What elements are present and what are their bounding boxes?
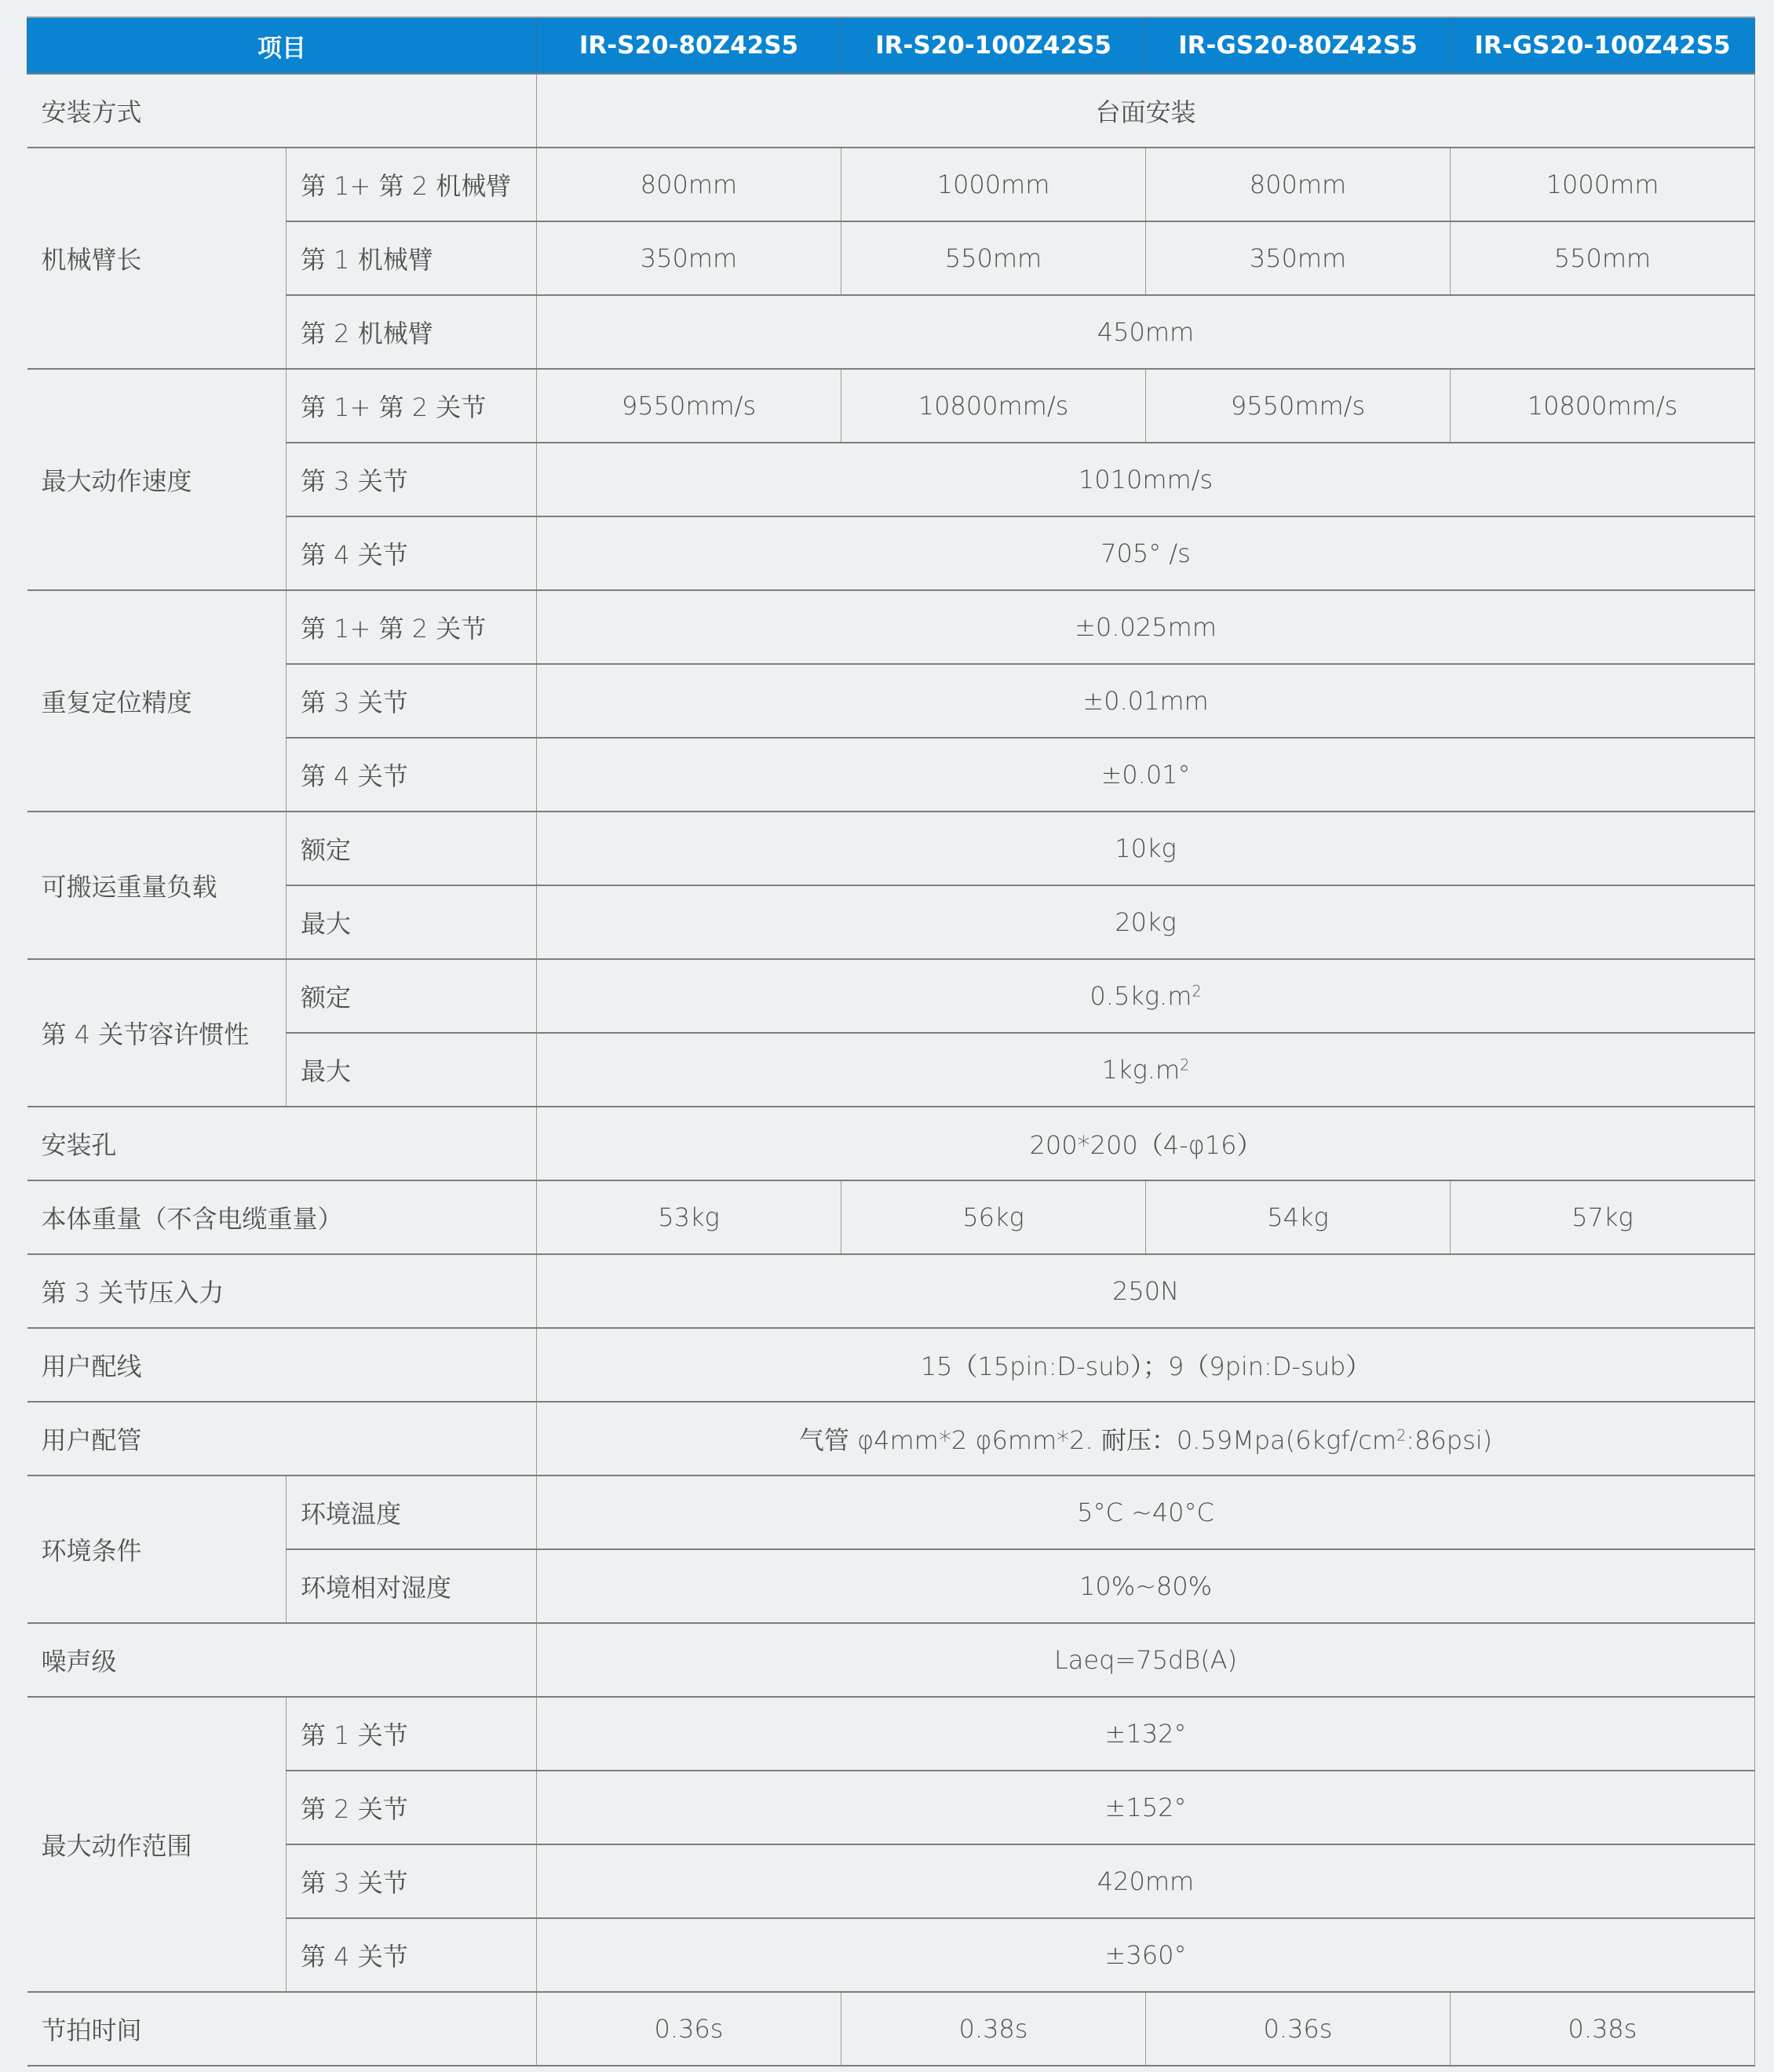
- row-sub-label: 最大: [287, 1033, 537, 1107]
- cell-value: 57kg: [1451, 1180, 1755, 1254]
- row-sub-label: 最大: [287, 885, 537, 959]
- cell-value: 1000mm: [841, 148, 1146, 221]
- cell-value: ±132°: [537, 1697, 1755, 1771]
- cell-value: 10kg: [537, 812, 1755, 885]
- cell-value: Laeq=75dB(A): [537, 1623, 1755, 1697]
- row-sub-label: 第 1+ 第 2 关节: [287, 590, 537, 664]
- row-sub-label: 第 1+ 第 2 关节: [287, 369, 537, 443]
- cell-value: 800mm: [537, 148, 841, 221]
- table-row: [27, 1918, 1755, 1992]
- row-group-label: 机械臂长: [27, 148, 287, 369]
- table-row: [27, 1180, 1755, 1254]
- cell-value: 0.38s: [841, 1992, 1146, 2066]
- table-row: [27, 1107, 1755, 1180]
- header-model-4: IR-GS20-100Z42S5: [1451, 17, 1755, 74]
- table-row: [27, 1623, 1755, 1697]
- table-row: [27, 148, 1755, 221]
- cell-value: [537, 1033, 1755, 1107]
- cell-value: ±360°: [537, 1918, 1755, 1992]
- cell-value: 1010mm/s: [537, 443, 1755, 516]
- cell-value: [537, 1402, 1755, 1476]
- cell-value: 10800mm/s: [841, 369, 1146, 443]
- cell-value: 200*200（4-φ16）: [537, 1107, 1755, 1180]
- cell-value: 250N: [537, 1254, 1755, 1328]
- table-row: [27, 1328, 1755, 1402]
- row-group-label: 第 4 关节容许惯性: [27, 959, 287, 1107]
- cell-value: 350mm: [537, 221, 841, 295]
- table-header-row: [27, 17, 1755, 74]
- cell-value: [537, 959, 1755, 1033]
- cell-value: 53kg: [537, 1180, 841, 1254]
- cell-value: 450mm: [537, 295, 1755, 369]
- cell-value: ±0.01°: [537, 738, 1755, 812]
- cell-value: 5°C ~40°C: [537, 1476, 1755, 1549]
- row-sub-label: 第 2 关节: [287, 1771, 537, 1844]
- cell-value: 10800mm/s: [1451, 369, 1755, 443]
- value-superscript: 2: [1192, 982, 1202, 1001]
- table-row: [27, 74, 1755, 148]
- row-label: 用户配线: [27, 1328, 537, 1402]
- row-label: 噪声级: [27, 1623, 537, 1697]
- table-row: [27, 590, 1755, 664]
- table-row: [27, 738, 1755, 812]
- value-text: :86psi): [1406, 1425, 1493, 1455]
- cell-value: 台面安装: [537, 74, 1755, 148]
- cell-value: 9550mm/s: [1146, 369, 1451, 443]
- cell-value: 54kg: [1146, 1180, 1451, 1254]
- cell-value: 15（15pin:D-sub）；9（9pin:D-sub）: [537, 1328, 1755, 1402]
- header-model-3: IR-GS20-80Z42S5: [1146, 17, 1451, 74]
- value-text: 1kg.m: [1101, 1055, 1181, 1085]
- table-row: [27, 516, 1755, 590]
- row-sub-label: 第 4 关节: [287, 738, 537, 812]
- table-row: [27, 443, 1755, 516]
- value-superscript: 2: [1180, 1056, 1190, 1074]
- table-row: [27, 1771, 1755, 1844]
- row-label: 安装方式: [27, 74, 537, 148]
- header-item: 项目: [27, 17, 537, 74]
- row-label: 第 3 关节压入力: [27, 1254, 537, 1328]
- table-row: [27, 885, 1755, 959]
- table-row: [27, 959, 1755, 1033]
- cell-value: 56kg: [841, 1180, 1146, 1254]
- cell-value: 350mm: [1146, 221, 1451, 295]
- cell-value: ±0.025mm: [537, 590, 1755, 664]
- cell-value: ±152°: [537, 1771, 1755, 1844]
- cell-value: 9550mm/s: [537, 369, 841, 443]
- table-row: [27, 1033, 1755, 1107]
- table-row: [27, 221, 1755, 295]
- cell-value: 550mm: [841, 221, 1146, 295]
- cell-value: 10%~80%: [537, 1549, 1755, 1623]
- cell-value: 550mm: [1451, 221, 1755, 295]
- row-sub-label: 第 4 关节: [287, 516, 537, 590]
- cell-value: 0.36s: [537, 1992, 841, 2066]
- table-row: [27, 1549, 1755, 1623]
- row-group-label: 重复定位精度: [27, 590, 287, 812]
- row-sub-label: 第 1+ 第 2 机械臂: [287, 148, 537, 221]
- row-label: 用户配管: [27, 1402, 537, 1476]
- row-sub-label: 第 3 关节: [287, 443, 537, 516]
- cell-value: 1000mm: [1451, 148, 1755, 221]
- row-group-label: 可搬运重量负载: [27, 812, 287, 959]
- row-sub-label: 环境相对湿度: [287, 1549, 537, 1623]
- cell-value: 0.38s: [1451, 1992, 1755, 2066]
- table-row: [27, 1402, 1755, 1476]
- cell-value: 20kg: [537, 885, 1755, 959]
- row-group-label: 最大动作速度: [27, 369, 287, 590]
- row-label: 节拍时间: [27, 1992, 537, 2066]
- spec-table: [27, 16, 1755, 2067]
- table-row: [27, 812, 1755, 885]
- cell-value: 705° /s: [537, 516, 1755, 590]
- cell-value: 800mm: [1146, 148, 1451, 221]
- row-group-label: 环境条件: [27, 1476, 287, 1623]
- header-model-2: IR-S20-100Z42S5: [841, 17, 1146, 74]
- row-sub-label: 第 3 关节: [287, 1844, 537, 1918]
- value-text: 0.5kg.m: [1090, 981, 1192, 1011]
- table-row: [27, 664, 1755, 738]
- header-model-1: IR-S20-80Z42S5: [537, 17, 841, 74]
- row-sub-label: 第 4 关节: [287, 1918, 537, 1992]
- row-sub-label: 额定: [287, 959, 537, 1033]
- cell-value: 420mm: [537, 1844, 1755, 1918]
- table-row: [27, 1697, 1755, 1771]
- row-sub-label: 第 1 机械臂: [287, 221, 537, 295]
- row-group-label: 最大动作范围: [27, 1697, 287, 1992]
- table-row: [27, 1844, 1755, 1918]
- table-row: [27, 369, 1755, 443]
- row-sub-label: 额定: [287, 812, 537, 885]
- row-sub-label: 环境温度: [287, 1476, 537, 1549]
- cell-value: 0.36s: [1146, 1992, 1451, 2066]
- value-superscript: 2: [1396, 1426, 1407, 1445]
- table-row: [27, 1992, 1755, 2066]
- row-sub-label: 第 2 机械臂: [287, 295, 537, 369]
- table-row: [27, 295, 1755, 369]
- table-row: [27, 1476, 1755, 1549]
- value-text: 气管 φ4mm*2 φ6mm*2. 耐压：0.59Mpa(6kgf/cm: [798, 1425, 1397, 1455]
- table-row: [27, 1254, 1755, 1328]
- row-label: 本体重量（不含电缆重量）: [27, 1180, 537, 1254]
- row-sub-label: 第 1 关节: [287, 1697, 537, 1771]
- cell-value: ±0.01mm: [537, 664, 1755, 738]
- row-label: 安装孔: [27, 1107, 537, 1180]
- row-sub-label: 第 3 关节: [287, 664, 537, 738]
